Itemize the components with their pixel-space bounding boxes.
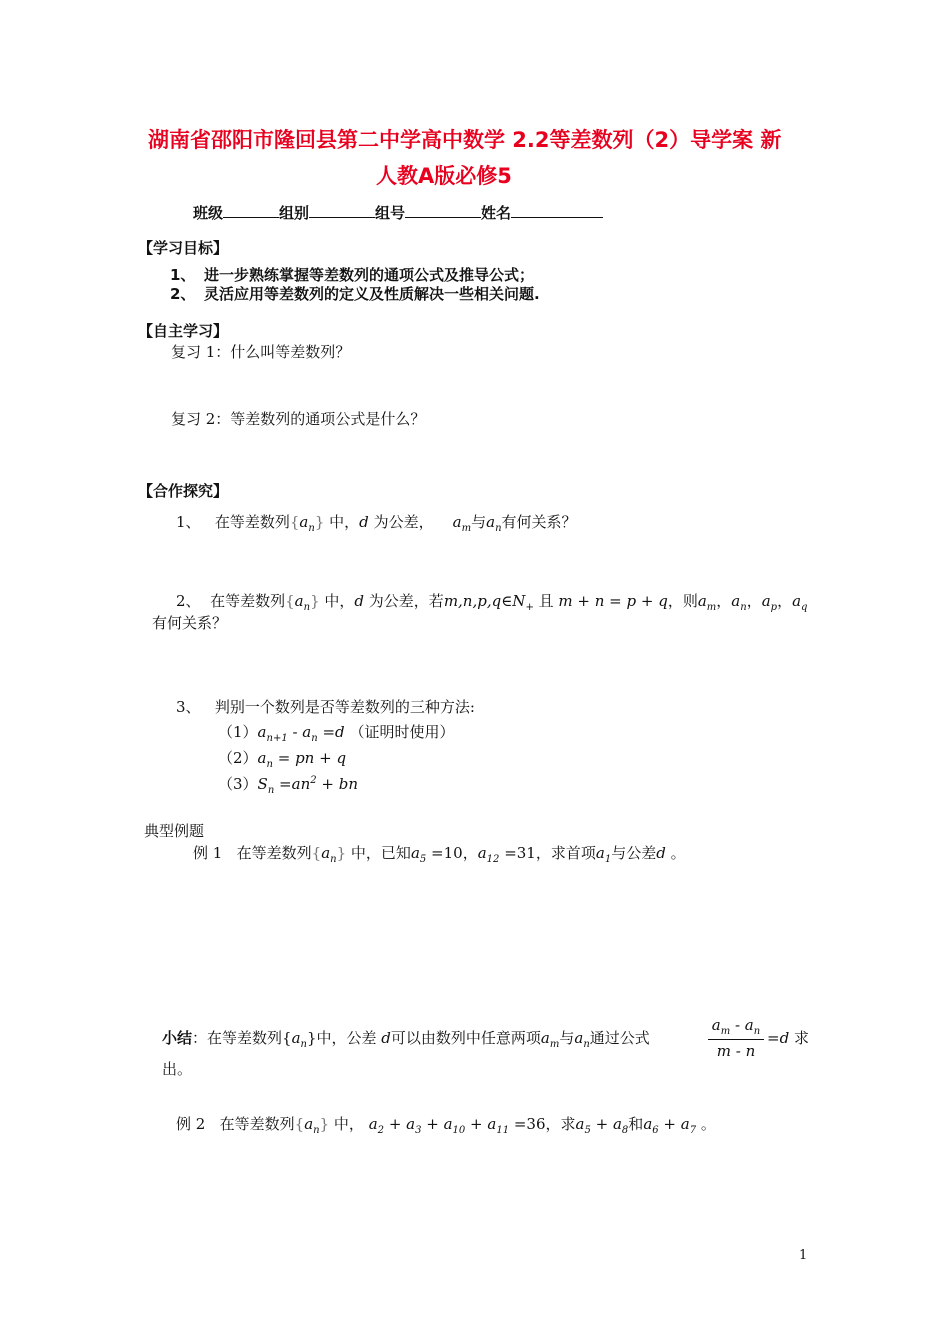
question-1-text: 在等差数列 (214, 513, 290, 531)
question-1-text: 为公差， (373, 513, 434, 531)
summary-tail: =d 求 (767, 1029, 809, 1047)
example-1-text: 。 (670, 844, 686, 862)
example-2-text: 中， (333, 1115, 364, 1133)
summary-label: 小结 (162, 1029, 193, 1047)
method-2: $(2)a_n$ = pn + q (218, 749, 347, 770)
name-blank[interactable] (511, 203, 603, 218)
question-1-num: 1、 (176, 513, 201, 531)
goal-item-1: 进一步熟练掌握等差数列的通项公式及推导公式； (204, 266, 535, 284)
method-1-note: （证明时使用） (349, 723, 455, 741)
class-label: 班级 (193, 204, 224, 222)
class-blank[interactable] (223, 203, 279, 218)
group-blank[interactable] (309, 203, 375, 218)
example-2: 例 2 在等差数列$\{a_n\}$ 中， $a_2 + a_3 + a_{10} + a_{11} =36$，求$a_5 + a_8$和$a_6 + a_7$ 。 (176, 1115, 716, 1136)
review-1: 复习 1：什么叫等差数列？ (171, 343, 351, 361)
example-2-text: ，求 (545, 1115, 576, 1133)
question-2-text: 中， (324, 592, 355, 610)
page-number: 1 (799, 1248, 808, 1263)
example-1-text: 在等差数列 (236, 844, 312, 862)
method-3: $(3)S_n =an^2$ + bn (218, 775, 358, 796)
question-2-num: 2、 (176, 592, 201, 610)
example-2-text: 在等差数列 (219, 1115, 295, 1133)
example-1-text: 与公差 (611, 844, 657, 862)
group-label: 组别 (279, 204, 310, 222)
example-2-text: 和 (628, 1115, 644, 1133)
goal-item-2: 灵活应用等差数列的定义及性质解决一些相关问题. (204, 285, 540, 303)
question-1-text: 有何关系？ (501, 513, 577, 531)
goals-heading: 【学习目标】 (138, 239, 229, 257)
example-1-label: 例 1 (193, 844, 223, 862)
summary-text: 通过公式 (589, 1029, 650, 1047)
question-2-text: 在等差数列 (210, 592, 286, 610)
example-2-text: 。 (700, 1115, 716, 1133)
set-condition: m,n,p,q∈N (443, 592, 526, 610)
question-2-text: 为公差，若 (368, 592, 444, 610)
method-3-num: （3） (218, 775, 258, 793)
number-blank[interactable] (405, 203, 481, 218)
summary-text: 求 (793, 1029, 809, 1047)
self-study-heading: 【自主学习】 (138, 322, 229, 340)
question-3 (176, 696, 475, 717)
summary-text: 与 (559, 1029, 575, 1047)
index-equation: m + n = p + q (558, 592, 668, 610)
example-1-value: =10 (431, 844, 463, 862)
examples-heading: 典型例题 (144, 822, 205, 840)
summary-text: }中，公差 (306, 1029, 377, 1047)
slope-formula: $a_m - a_n$ m - n (708, 1016, 764, 1060)
question-1-text: 与 (471, 513, 487, 531)
question-1-text: 中， (329, 513, 360, 531)
method-1: $(1)a_{n+1} - a_n =d$ （证明时使用） (218, 723, 455, 744)
title-line-2: 人教A版必修5 (376, 164, 512, 188)
question-2: 2、 在等差数列$\{a_n\}$ 中，d 为公差，若$m,n,p,q\in N_+$ 且 m + n = p + q，则$a_m$，$a_n$，$a_p$，$a_q$ (176, 592, 808, 613)
goal-item-2-num: 2、 (170, 285, 196, 303)
question-2-text: ，则 (667, 592, 698, 610)
question-3-num: 3、 (176, 698, 201, 716)
explore-heading: 【合作探究】 (138, 482, 229, 500)
question-3-text: 判别一个数列是否等差数列的三种方法: (214, 698, 475, 716)
example-1-text: 中，已知 (350, 844, 411, 862)
example-2-label: 例 2 (176, 1115, 206, 1133)
method-2-num: （2） (218, 749, 258, 767)
summary-cont: 出。 (162, 1060, 193, 1078)
question-2-cont: 有何关系？ (152, 614, 228, 632)
name-label: 姓名 (481, 204, 512, 222)
goal-item-1-num: 1、 (170, 266, 196, 284)
review-2: 复习 2：等差数列的通项公式是什么？ (171, 410, 426, 428)
number-label: 组号 (375, 204, 406, 222)
example-1-value: =31 (504, 844, 536, 862)
question-1: 1、 在等差数列$\{a_n\}$ 中，d 为公差， $a_m$与$a_n$有何关系？ (176, 513, 577, 534)
student-info-row (193, 202, 603, 223)
example-1: 例 1 在等差数列$\{a_n\}$ 中，已知$a_5 =10$，$a_{12} =31$，求首项$a_1$与公差d 。 (193, 844, 686, 865)
title-line-1: 湖南省邵阳市隆回县第二中学高中数学 2.2等差数列（2）导学案 新 (148, 128, 782, 152)
method-1-num: （1） (218, 723, 258, 741)
summary: 小结：在等差数列$\{a_n\}$中，公差 d可以由数列中任意两项$a_m$与$a_n$通过公式 (162, 1029, 650, 1050)
summary-text: 可以由数列中任意两项 (390, 1029, 541, 1047)
summary-text: ：在等差数列{ (192, 1029, 292, 1047)
example-2-value: =36 (513, 1115, 546, 1133)
example-1-text: ，求首项 (535, 844, 596, 862)
question-2-text: 且 (538, 592, 554, 610)
